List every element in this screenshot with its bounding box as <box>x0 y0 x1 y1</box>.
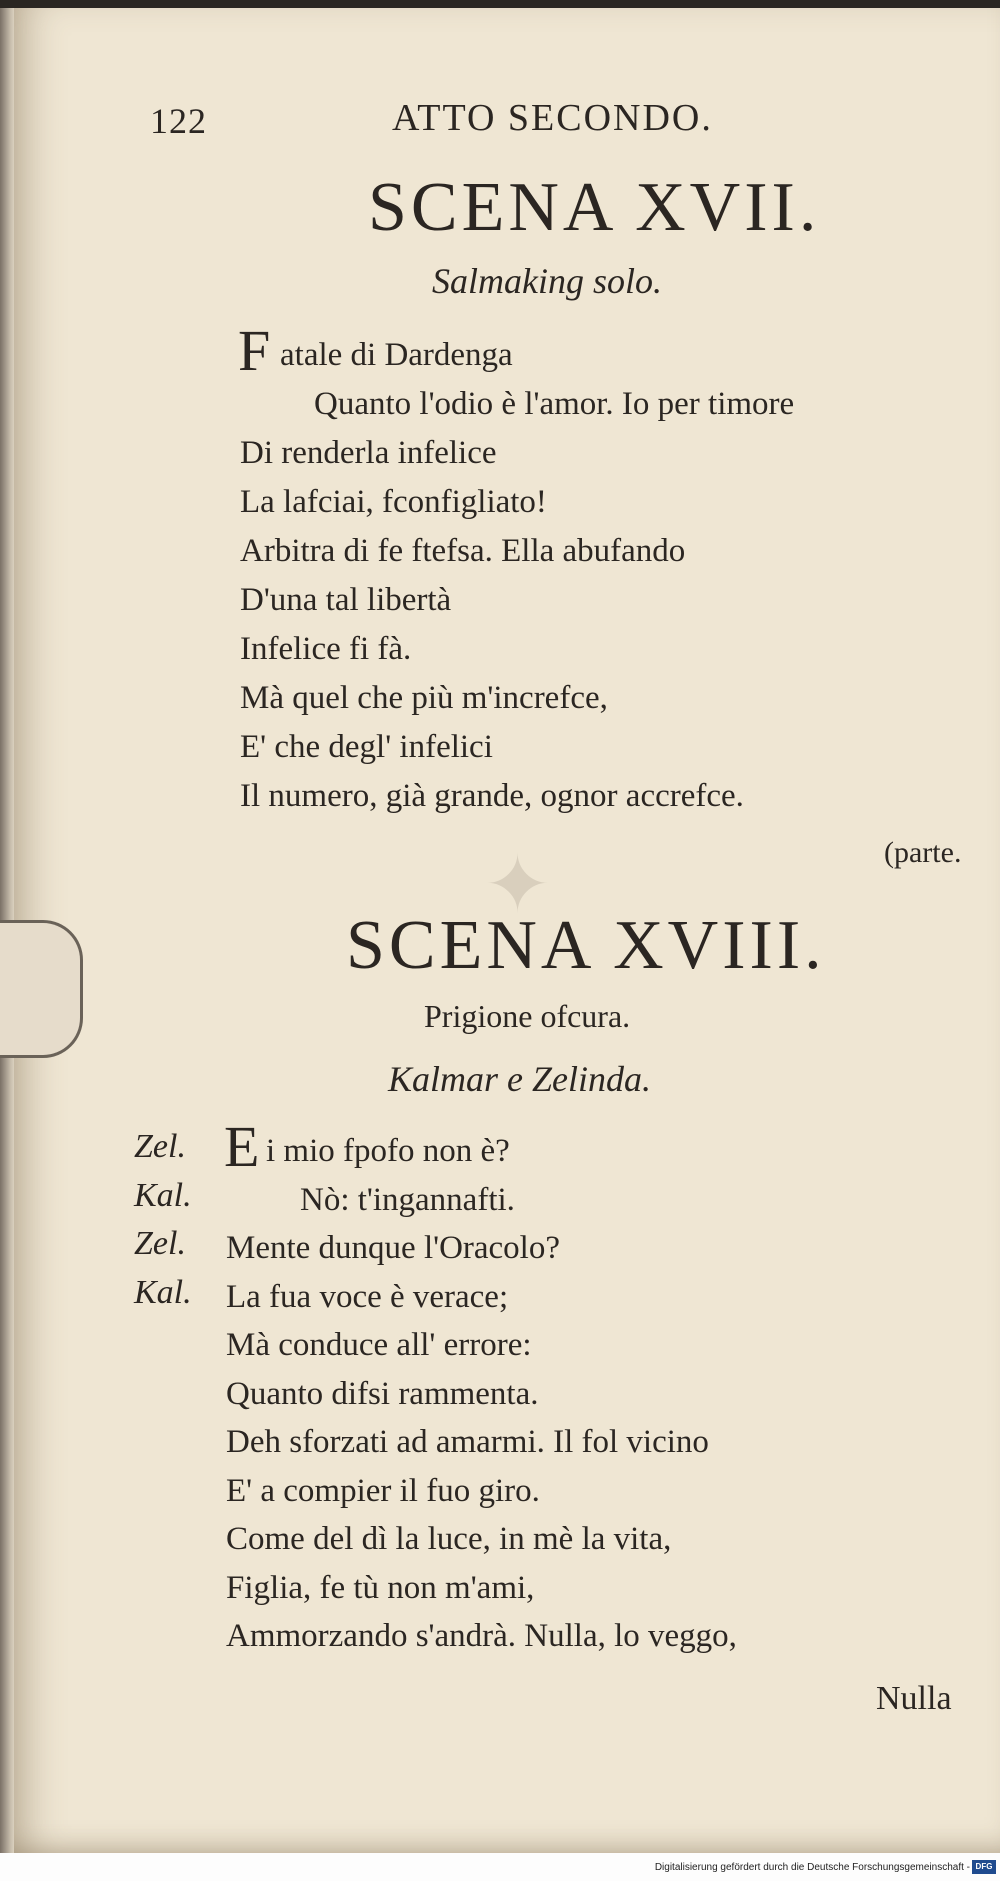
scene-17-subtitle: Salmaking solo. <box>432 261 662 301</box>
verse-line: Quanto difsi rammenta. <box>226 1375 539 1412</box>
verse-line: i mio fpofo non è? <box>266 1133 510 1169</box>
stage-direction: (parte. <box>884 836 962 869</box>
verse-line: Di renderla infelice <box>240 435 497 471</box>
running-title: ATTO SECONDO. <box>392 97 713 139</box>
drop-capital: F <box>238 318 271 383</box>
verse-line: atale di Dardenga <box>280 337 513 373</box>
verse-line: Il numero, già grande, ognor accrefce. <box>240 778 744 814</box>
dfg-logo: DFG <box>972 1860 996 1874</box>
verse-line: La lafciai, fconfigliato! <box>240 484 547 520</box>
verse-line: E' a compier il fuo giro. <box>226 1472 540 1509</box>
verse-line: Nò: t'ingannafti. <box>300 1181 515 1218</box>
verse-line: Figlia, fe tù non m'ami, <box>226 1569 535 1606</box>
verse-line: Come del dì la luce, in mè la vita, <box>226 1521 672 1557</box>
drop-capital: E <box>224 1114 260 1179</box>
scene-17-title: SCENA XVII. <box>368 169 821 246</box>
scene-18-title: SCENA XVIII. <box>346 907 826 984</box>
verse-line: La fua voce è verace; <box>226 1278 509 1315</box>
verse-line: E' che degl' infelici <box>240 729 493 765</box>
verse-line: Quanto l'odio è l'amor. Io per timore <box>314 386 795 422</box>
speaker-label: Zel. <box>134 1225 186 1262</box>
speaker-label: Kal. <box>134 1176 192 1214</box>
speaker-label: Zel. <box>134 1128 186 1165</box>
verse-line: Infelice fi fà. <box>240 631 412 667</box>
digitization-credit: Digitalisierung gefördert durch die Deutsche Forschungsgemeinschaft - <box>654 1862 970 1873</box>
scene-18-setting: Prigione ofcura. <box>424 998 631 1034</box>
bleed-through-shadow: ✦ <box>484 838 552 931</box>
verse-line: Mente dunque l'Oracolo? <box>226 1230 560 1266</box>
page-number: 122 <box>150 101 207 141</box>
verse-line: D'una tal libertà <box>240 582 452 618</box>
catchword: Nulla <box>876 1680 952 1717</box>
verse-line: Deh sforzati ad amarmi. Il fol vicino <box>226 1424 709 1460</box>
verse-line: Mà conduce all' errore: <box>226 1327 532 1363</box>
scene-18-characters: Kalmar e Zelinda. <box>388 1059 652 1099</box>
verse-line: Arbitra di fe ftefsa. Ella abufando <box>240 533 686 569</box>
page-clip-tab <box>0 920 83 1058</box>
verse-line: Ammorzando s'andrà. Nulla, lo veggo, <box>226 1618 737 1654</box>
verse-line: Mà quel che più m'increfce, <box>240 680 608 716</box>
speaker-label: Kal. <box>134 1273 192 1311</box>
